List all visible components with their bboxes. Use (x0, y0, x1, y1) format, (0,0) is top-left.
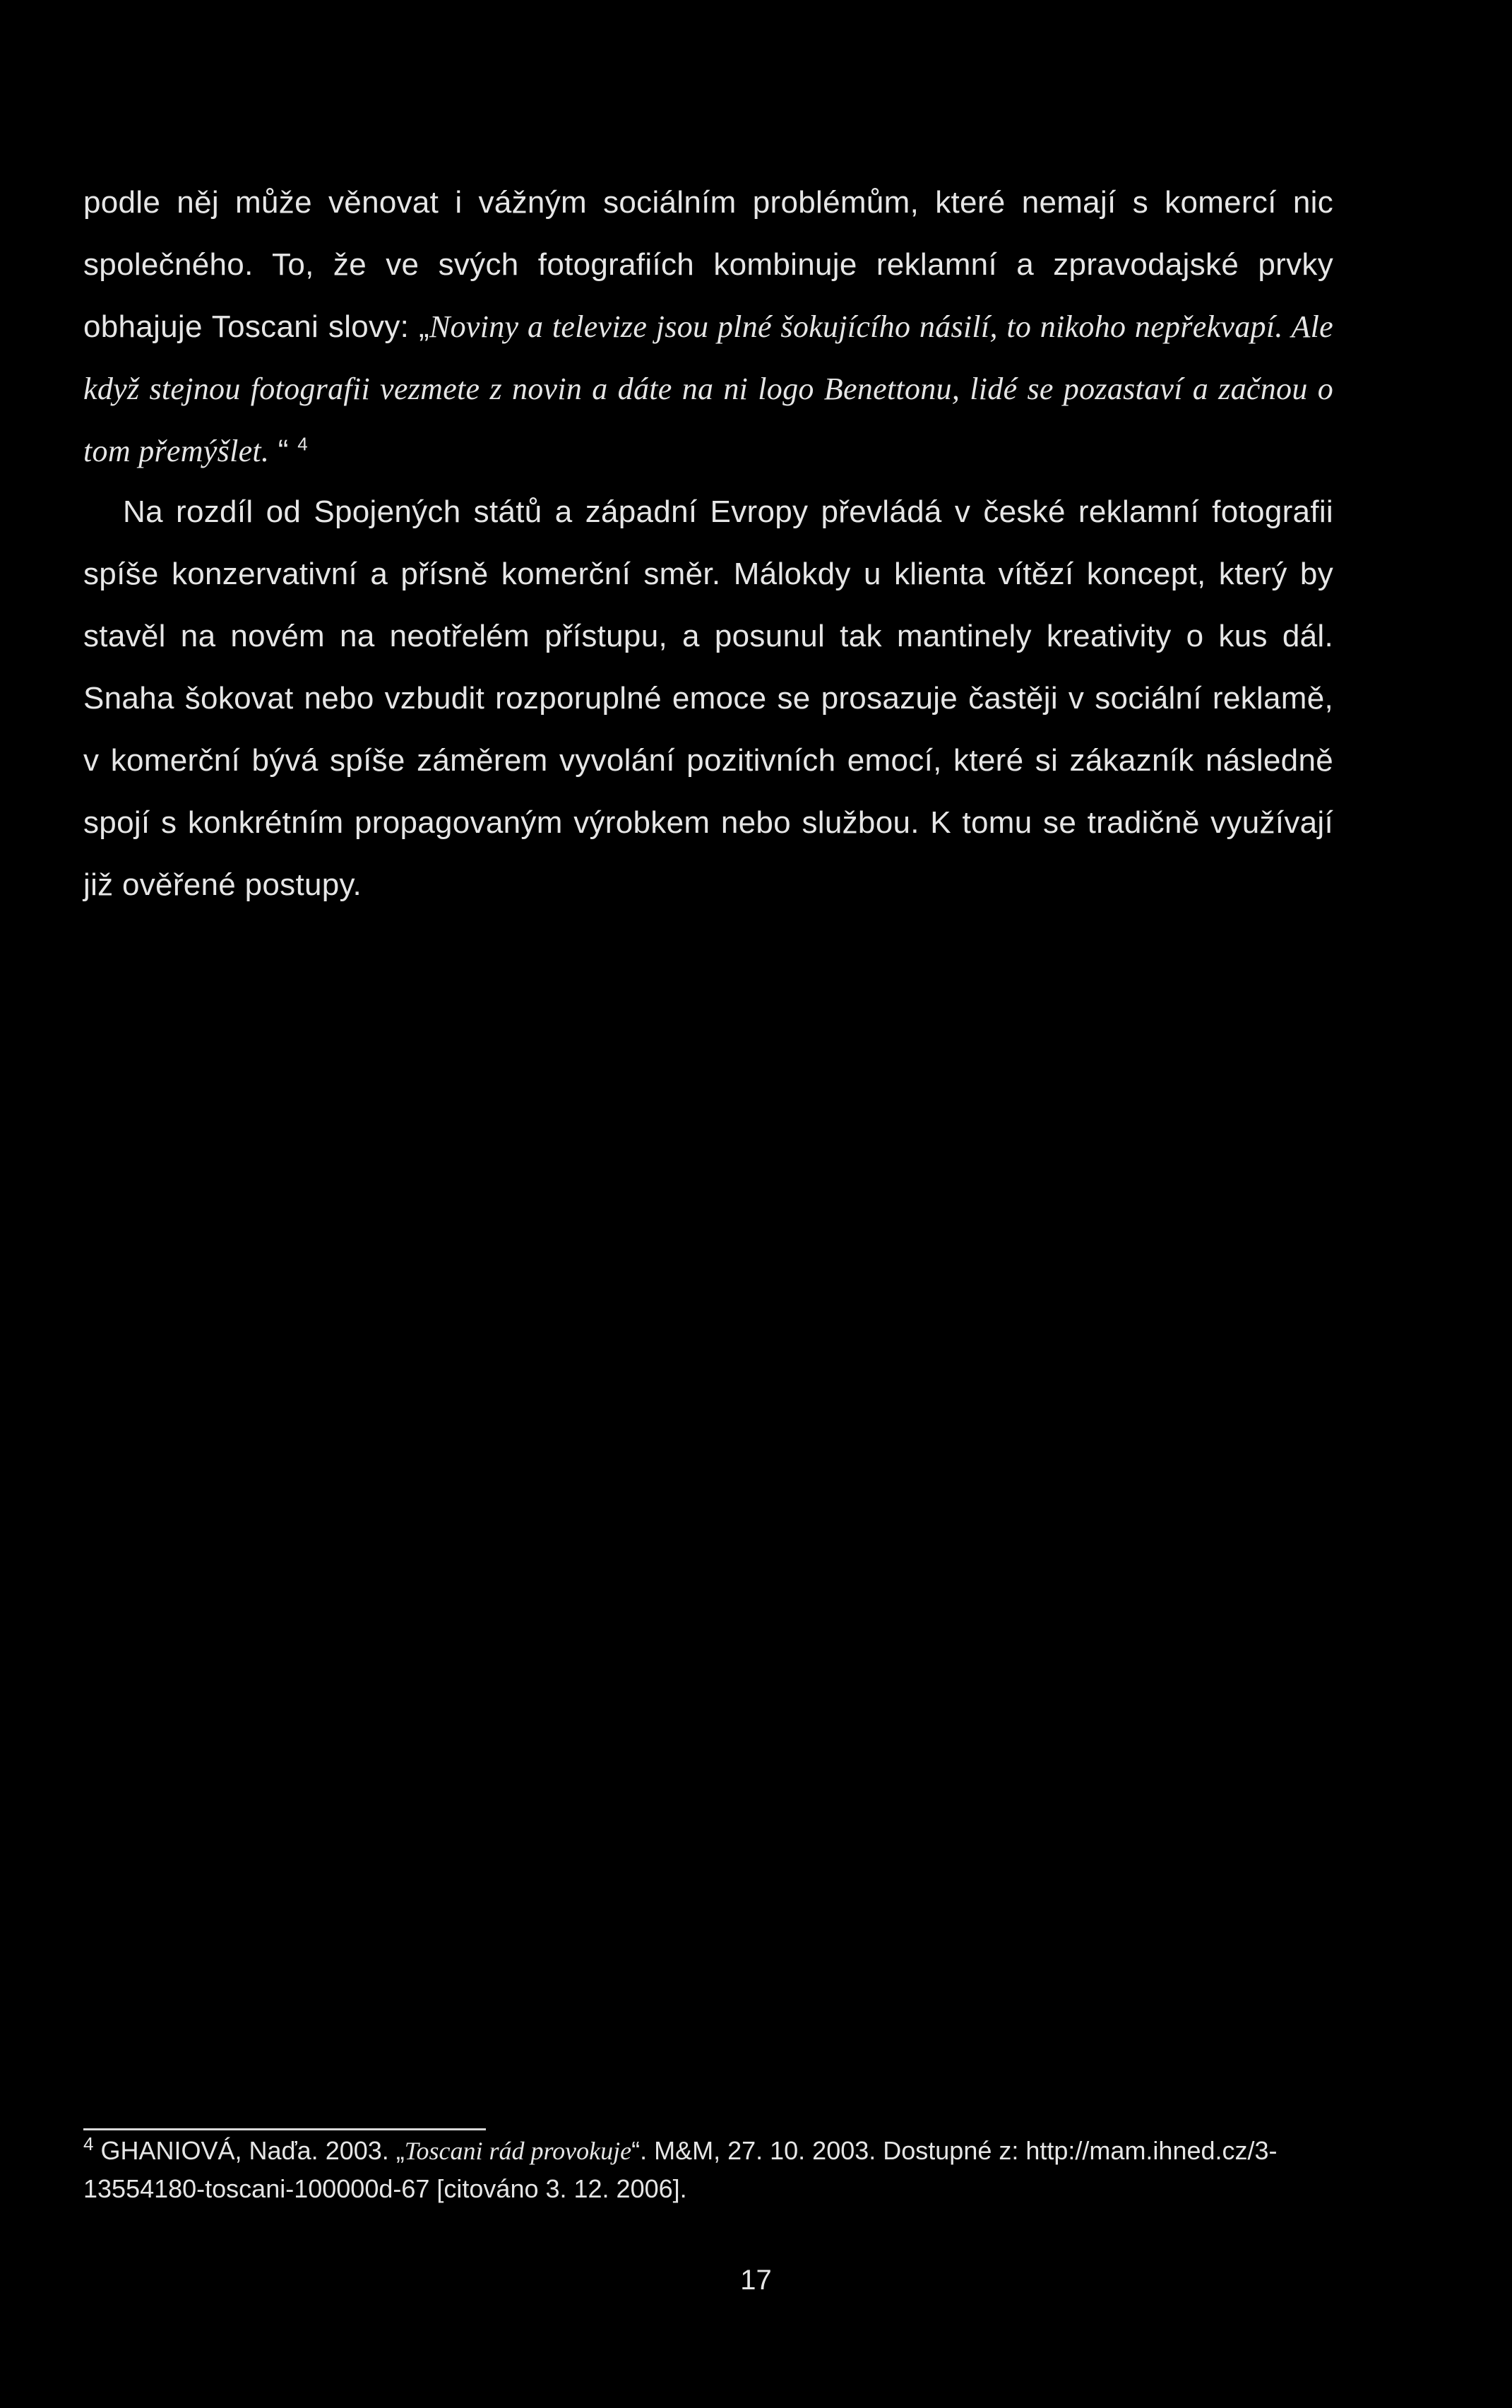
footnote-number: 4 (83, 2133, 94, 2154)
toscani-quote: Noviny a televize jsou plné šokujícího násilí, to nikoho nepřekvapí. Ale když stejnou fotografii vezmete z novin a dáte na ni logo Benettonu, lidé se pozastaví a začnou o tom přemýšlet. (83, 309, 1333, 468)
footnote-text-rest: “. M&M, 27. 10. 2003. Dostupné z: http://mam.ihned.cz/3-13554180-toscani-100000d-67 [citováno 3. 12. 2006]. (83, 2136, 1278, 2203)
footnote-separator (83, 2128, 486, 2130)
body-paragraph-1 (83, 172, 1333, 482)
footnote-title: Toscani rád provokuje (404, 2137, 632, 2165)
paragraph-text: podle něj může věnovat i vážným sociálním problémům, které nemají s komercí nic společného. To, že ve svých fotografiích kombinuje reklamní a zpravodajské prvky obhajuje Toscani slovy: „ (83, 185, 1333, 344)
page-number: 17 (740, 2265, 772, 2296)
footnote-text: GHANIOVÁ, Naďa. 2003. „ (93, 2136, 405, 2165)
body-paragraph-2 (83, 481, 1333, 916)
closing-quote: “ (269, 434, 298, 468)
paragraph-text: Na rozdíl od Spojených států a západní Evropy převládá v české reklamní fotografii spíše konzervativní a přísně komerční směr. Málokdy u klienta vítězí koncept, který by stavěl na novém na neotřelém přístupu, a posunul tak mantinely kreativity o kus dál. Snaha šokovat nebo vzbudit rozporuplné emoce se prosazuje častěji v sociální reklamě, v komerční bývá spíše záměrem vyvolání pozitivních emocí, které si zákazník následně spojí s konkrétním propagovaným výrobkem nebo službou. K tomu se tradičně využívají již ověřené postupy. (83, 494, 1333, 902)
footnote-reference[interactable]: 4 (297, 433, 309, 455)
footnote (83, 2132, 1333, 2208)
